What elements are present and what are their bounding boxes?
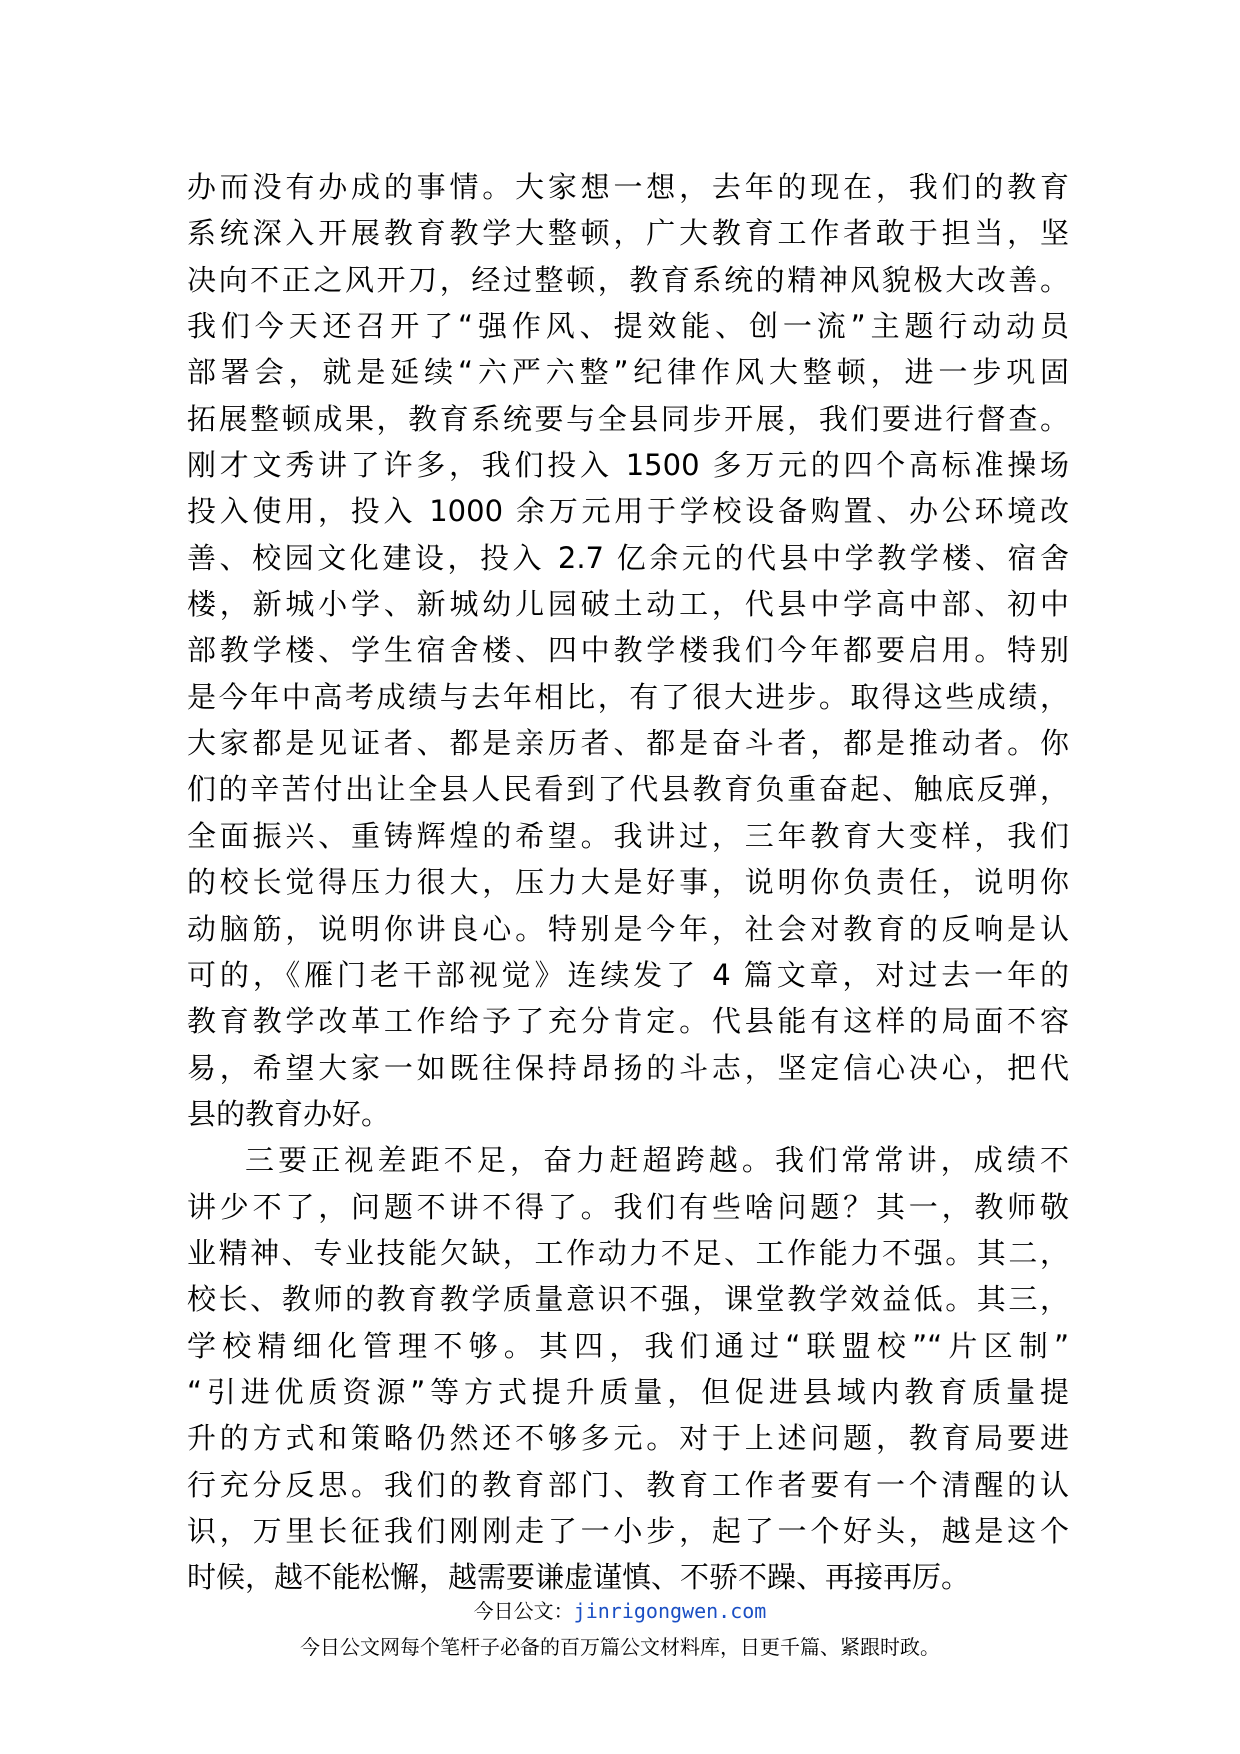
text-line: 楼，新城小学、新城幼儿园破土动工，代县中学高中部、初中 xyxy=(187,587,1069,622)
text-line: 我们今天还召开了“强作风、提效能、创一流”主题行动动员 xyxy=(187,309,1069,344)
text-line: 是今年中高考成绩与去年相比，有了很大进步。取得这些成绩， xyxy=(187,679,1069,714)
text-line: 部教学楼、学生宿舍楼、四中教学楼我们今年都要启用。特别 xyxy=(187,633,1069,668)
footer-site-label: 今日公文： xyxy=(473,1599,574,1623)
footer-site-link[interactable]: jinrigongwen.com xyxy=(573,1599,767,1623)
text-line: 校长、教师的教育教学质量意识不强，课堂教学效益低。其三， xyxy=(187,1282,1069,1317)
text-line: 大家都是见证者、都是亲历者、都是奋斗者，都是推动者。你 xyxy=(187,726,1069,761)
text-line: 教育教学改革工作给予了充分肯定。代县能有这样的局面不容 xyxy=(187,1004,1069,1039)
text-line: 们的辛苦付出让全县人民看到了代县教育负重奋起、触底反弹， xyxy=(187,772,1069,807)
text-line: 三要正视差距不足，奋力赶超跨越。我们常常讲，成绩不 xyxy=(245,1143,1069,1178)
text-line: 善、校园文化建设，投入 2.7 亿余元的代县中学教学楼、宿舍 xyxy=(187,540,1069,575)
document-body xyxy=(187,164,1069,1601)
text-line: 刚才文秀讲了许多，我们投入 1500 多万元的四个高标准操场 xyxy=(187,448,1069,483)
text-line: “引进优质资源”等方式提升质量，但促进县域内教育质量提 xyxy=(187,1374,1069,1409)
text-line: 学校精细化管理不够。其四，我们通过“联盟校”“片区制” xyxy=(187,1328,1069,1363)
text-line: 升的方式和策略仍然还不够多元。对于上述问题，教育局要进 xyxy=(187,1421,1069,1456)
text-line: 识，万里长征我们刚刚走了一小步，起了一个好头，越是这个 xyxy=(187,1513,1069,1548)
text-line: 全面振兴、重铸辉煌的希望。我讲过，三年教育大变样，我们 xyxy=(187,818,1069,853)
text-line: 业精神、专业技能欠缺，工作动力不足、工作能力不强。其二， xyxy=(187,1235,1069,1270)
text-line: 县的教育办好。 xyxy=(187,1096,391,1131)
text-line: 讲少不了，问题不讲不得了。我们有些啥问题？其一，教师敬 xyxy=(187,1189,1069,1224)
text-line: 行充分反思。我们的教育部门、教育工作者要有一个清醒的认 xyxy=(187,1467,1069,1502)
text-line: 系统深入开展教育教学大整顿，广大教育工作者敢于担当，坚 xyxy=(187,216,1069,251)
text-line: 易，希望大家一如既往保持昂扬的斗志，坚定信心决心，把代 xyxy=(187,1050,1069,1085)
paragraph xyxy=(187,1137,1069,1600)
text-line: 动脑筋，说明你讲良心。特别是今年，社会对教育的反响是认 xyxy=(187,911,1069,946)
text-line: 决向不正之风开刀，经过整顿，教育系统的精神风貌极大改善。 xyxy=(187,262,1069,297)
footer-source xyxy=(0,1597,1240,1625)
text-line: 可的，《雁门老干部视觉》连续发了 4 篇文章，对过去一年的 xyxy=(187,957,1069,992)
text-line: 投入使用，投入 1000 余万元用于学校设备购置、办公环境改 xyxy=(187,494,1069,529)
text-line: 的校长觉得压力很大，压力大是好事，说明你负责任，说明你 xyxy=(187,865,1069,900)
text-line: 拓展整顿成果，教育系统要与全县同步开展，我们要进行督查。 xyxy=(187,401,1069,436)
text-line: 办而没有办成的事情。大家想一想，去年的现在，我们的教育 xyxy=(187,170,1069,204)
paragraph xyxy=(187,164,1069,1137)
footer-tagline: 今日公文网每个笔杆子必备的百万篇公文材料库，日更千篇、紧跟时政。 xyxy=(300,1635,940,1659)
text-line: 时候，越不能松懈，越需要谦虚谨慎、不骄不躁、再接再厉。 xyxy=(187,1560,971,1595)
text-line: 部署会，就是延续“六严六整”纪律作风大整顿，进一步巩固 xyxy=(187,355,1069,390)
